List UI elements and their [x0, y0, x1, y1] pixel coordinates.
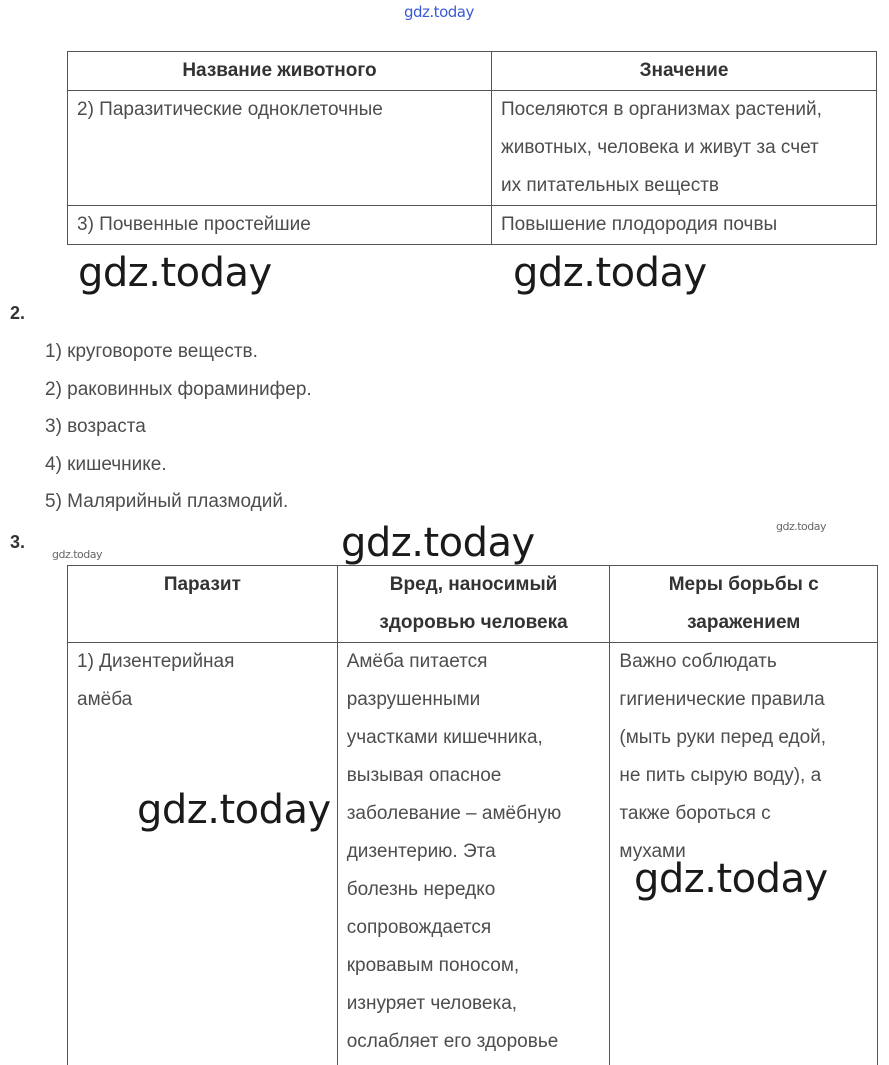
question-number-2: 2. — [10, 303, 25, 324]
animals-significance-table — [67, 51, 877, 245]
cell-significance: Поселяются в организмах растений, животных, человека и живут за счет их питательных веществ — [492, 91, 877, 206]
watermark-small: gdz.today — [52, 548, 102, 561]
list-item: 1) круговороте веществ. — [45, 333, 312, 371]
watermark-big: gdz.today — [513, 250, 707, 296]
list-item: 4) кишечнике. — [45, 446, 312, 484]
watermark-big: gdz.today — [341, 520, 535, 566]
table-header-row — [68, 52, 877, 91]
header-harm: Вред, наносимый здоровью человека — [337, 566, 610, 643]
watermark-big: gdz.today — [78, 250, 272, 296]
watermark-top: gdz.today — [404, 3, 474, 21]
table-row — [68, 91, 877, 206]
table-row — [68, 206, 877, 245]
header-control-measures: Меры борьбы с заражением — [610, 566, 878, 643]
cell-animal: 2) Паразитические одноклеточные — [68, 91, 492, 206]
watermark-big: gdz.today — [634, 856, 828, 902]
table-row — [68, 643, 878, 1065]
header-significance: Значение — [492, 52, 877, 91]
question-number-3: 3. — [10, 532, 25, 553]
cell-control-measures: Важно соблюдать гигиенические правила (мыть руки перед едой, не пить сырую воду), а также бороться с мухами — [610, 643, 878, 1065]
cell-animal: 3) Почвенные простейшие — [68, 206, 492, 245]
cell-significance: Повышение плодородия почвы — [492, 206, 877, 245]
list-item: 3) возраста — [45, 408, 312, 446]
header-parasite: Паразит — [68, 566, 338, 643]
cell-harm: Амёба питается разрушенными участками кишечника, вызывая опасное заболевание – амёбную дизентерию. Эта болезнь нередко сопровождается кровавым поносом, изнуряет человека, ослабляет его здоровье — [337, 643, 610, 1065]
answer-list — [45, 333, 312, 521]
list-item: 5) Малярийный плазмодий. — [45, 483, 312, 521]
table-header-row — [68, 566, 878, 643]
watermark-small: gdz.today — [776, 520, 826, 533]
list-item: 2) раковинных фораминифер. — [45, 371, 312, 409]
watermark-big: gdz.today — [137, 787, 331, 833]
cell-parasite: 1) Дизентерийная амёба — [68, 643, 338, 1065]
header-animal-name: Название животного — [68, 52, 492, 91]
